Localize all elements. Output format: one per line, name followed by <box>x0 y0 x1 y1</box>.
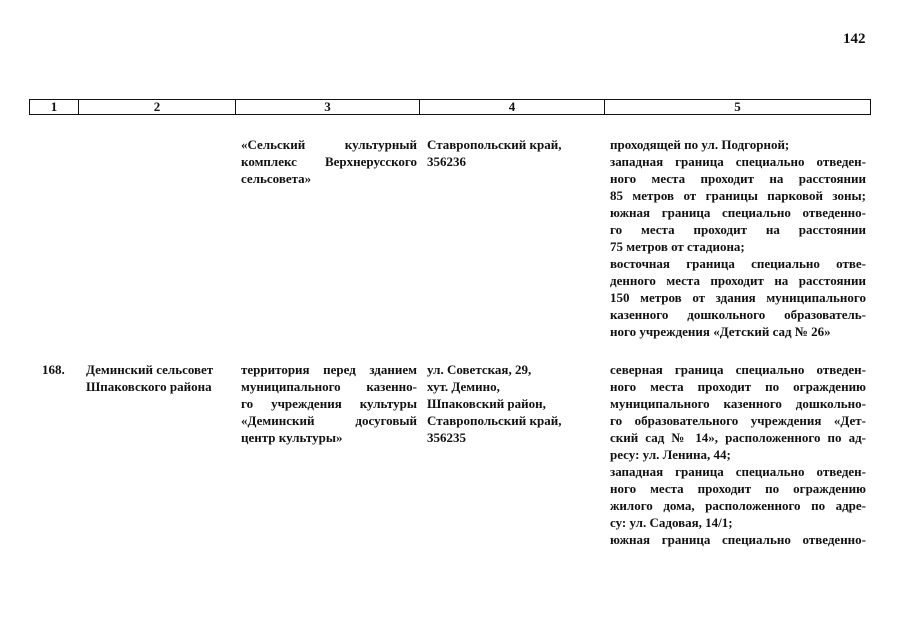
text-line: 75 метров от стадиона; <box>610 239 745 254</box>
text-line: «Деминский досуговый <box>241 413 417 428</box>
text-line: 356236 <box>427 154 466 169</box>
header-col-3: 3 <box>236 100 420 114</box>
text-line: Шпаковский район, <box>427 396 546 411</box>
text-line: 85 метров от границы парковой зоны; <box>610 188 866 203</box>
text-line: ного места проходит по ограждению <box>610 481 866 496</box>
table-header-row <box>29 99 871 115</box>
text-line: ресу: ул. Ленина, 44; <box>610 447 731 462</box>
text-line: южная граница специально отведенно- <box>610 532 866 547</box>
row-2-col-2 <box>86 361 236 395</box>
text-line: хут. Демино, <box>427 379 500 394</box>
text-line: северная граница специально отведен- <box>610 362 866 377</box>
text-line: жилого дома, расположенного по адре- <box>610 498 866 513</box>
text-line: центр культуры» <box>241 430 343 445</box>
text-line: го образовательного учреждения «Дет- <box>610 413 866 428</box>
text-line: муниципального казенно- <box>241 379 417 394</box>
text-line: го учреждения культуры <box>241 396 417 411</box>
row-2-col-3 <box>241 361 417 446</box>
text-line: денного места проходит на расстоянии <box>610 273 866 288</box>
text-line: восточная граница специально отве- <box>610 256 866 271</box>
text-line: западная граница специально отведен- <box>610 154 866 169</box>
text-line: 150 метров от здания муниципального <box>610 290 866 305</box>
row-2-col-4 <box>427 361 595 446</box>
text-line: проходящей по ул. Подгорной; <box>610 137 790 152</box>
header-col-5: 5 <box>734 99 741 114</box>
text-line: западная граница специально отведен- <box>610 464 866 479</box>
text-line: 356235 <box>427 430 466 445</box>
text-line: южная граница специально отведенно- <box>610 205 866 220</box>
text-line: Ставропольский край, <box>427 413 562 428</box>
page-number: 142 <box>843 31 866 47</box>
header-col-2: 2 <box>79 100 236 114</box>
text-line: сельсовета» <box>241 171 312 186</box>
text-line: муниципального казенного дошкольно- <box>610 396 866 411</box>
text-line: Шпаковского района <box>86 379 212 394</box>
row-2-number: 168. <box>42 362 65 377</box>
text-line: ул. Советская, 29, <box>427 362 532 377</box>
text-line: комплекс Верхнерусского <box>241 154 417 169</box>
text-line: ного места проходит на расстоянии <box>610 171 866 186</box>
text-line: Ставропольский край, <box>427 137 562 152</box>
header-col-4: 4 <box>420 100 605 114</box>
text-line: казенного дошкольного образователь- <box>610 307 866 322</box>
text-line: ного учреждения «Детский сад № 26» <box>610 324 831 339</box>
text-line: территория перед зданием <box>241 362 417 377</box>
row-1-col-5 <box>610 136 866 340</box>
text-line: Деминский сельсовет <box>86 362 214 377</box>
text-line: су: ул. Садовая, 14/1; <box>610 515 733 530</box>
header-col-1: 1 <box>30 100 79 114</box>
text-line: «Сельский культурный <box>241 137 417 152</box>
text-line: го места проходит на расстоянии <box>610 222 866 237</box>
text-line: ного места проходит по ограждению <box>610 379 866 394</box>
row-1-col-4 <box>427 136 595 170</box>
row-2-col-5 <box>610 361 866 548</box>
text-line: ский сад № 14», расположенного по ад- <box>610 430 866 445</box>
row-1-col-3 <box>241 136 417 187</box>
